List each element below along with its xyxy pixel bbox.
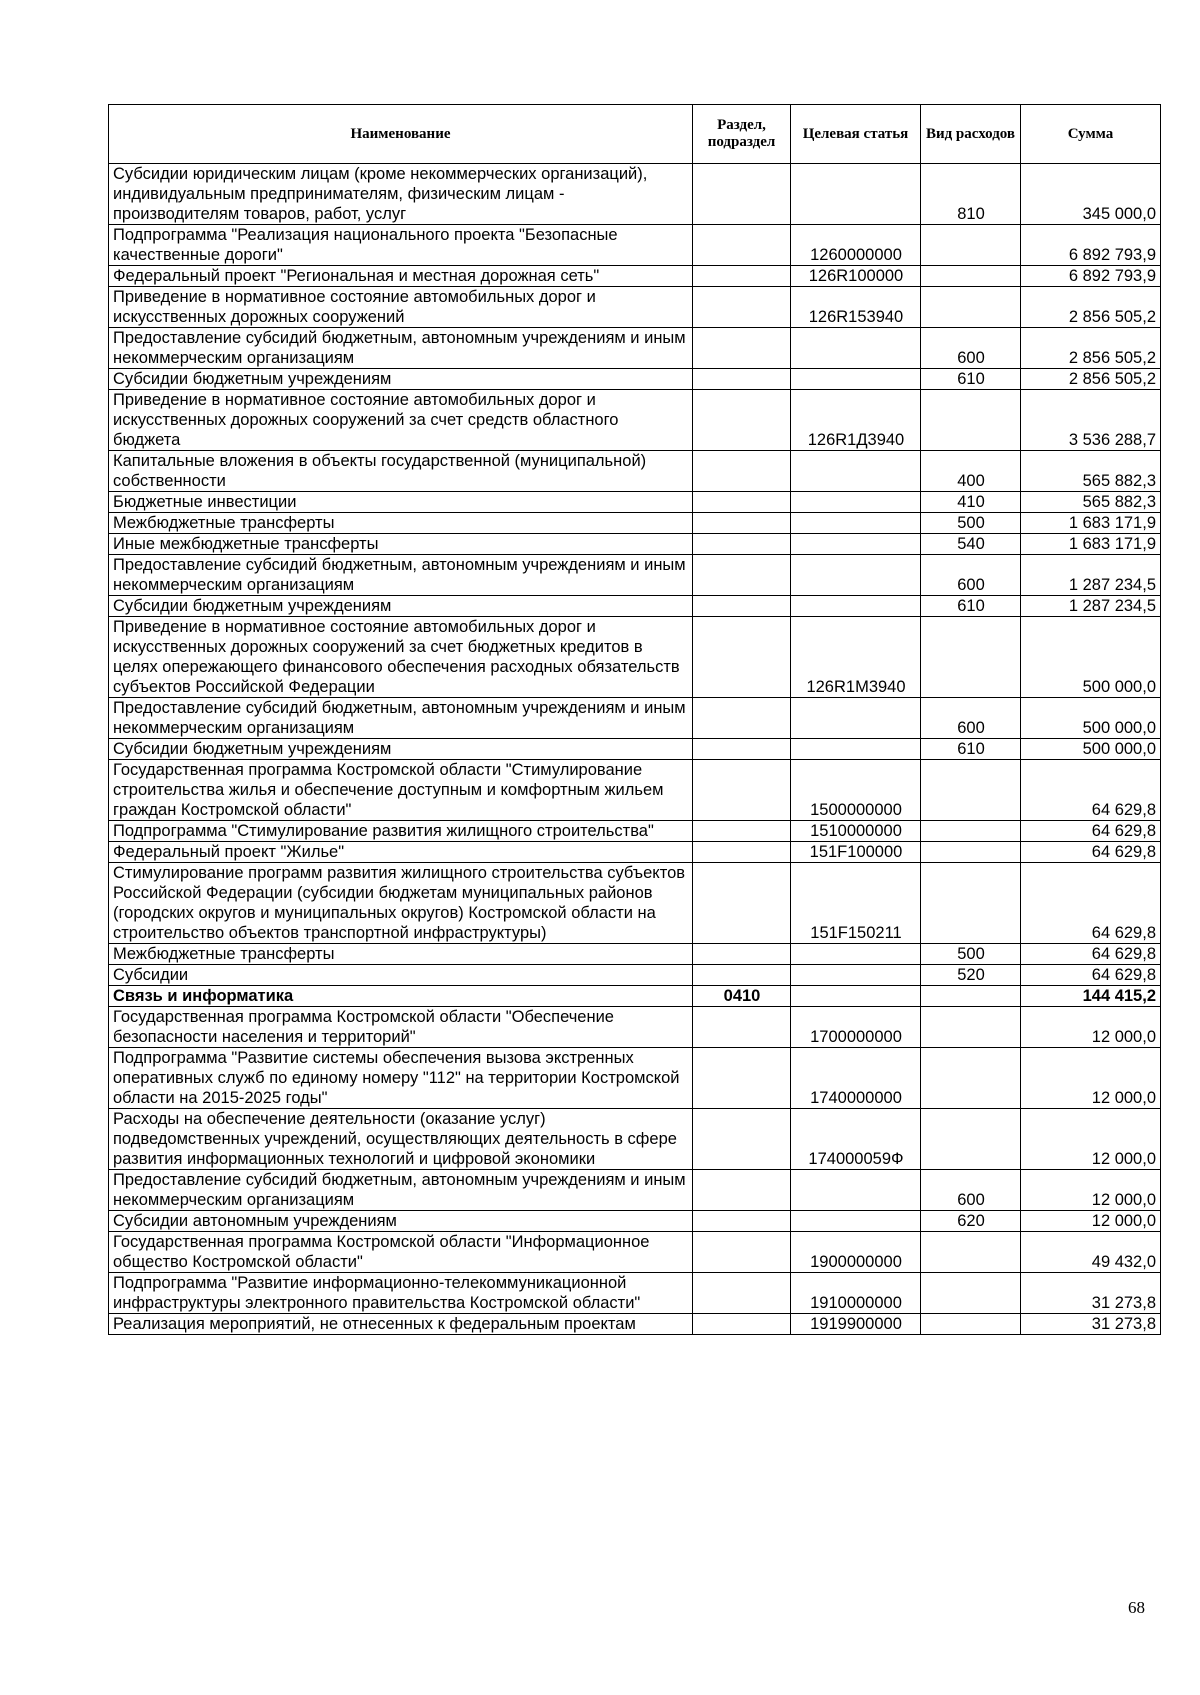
row-article-cell: 1740000000: [791, 1048, 921, 1109]
row-article-cell: [791, 369, 921, 390]
table-row: [109, 842, 1161, 863]
row-name-cell: Субсидии автономным учреждениям: [109, 1211, 693, 1232]
row-article-cell: 174000059Ф: [791, 1109, 921, 1170]
row-name-cell: Связь и информатика: [109, 986, 693, 1007]
row-amount-cell: 64 629,8: [1021, 760, 1161, 821]
row-section-cell: [693, 369, 791, 390]
row-name-cell: Подпрограмма "Развитие информационно-телекоммуникационной инфраструктуры электронного правительства Костромской области": [109, 1273, 693, 1314]
row-name-cell: Субсидии бюджетным учреждениям: [109, 596, 693, 617]
row-name-cell: Реализация мероприятий, не отнесенных к федеральным проектам: [109, 1314, 693, 1335]
table-row: [109, 1170, 1161, 1211]
row-article-cell: [791, 534, 921, 555]
budget-table-sheet: [108, 104, 1160, 1335]
row-name-cell: Федеральный проект "Региональная и местная дорожная сеть": [109, 266, 693, 287]
row-section-cell: [693, 1211, 791, 1232]
row-section-cell: [693, 492, 791, 513]
row-article-cell: [791, 451, 921, 492]
row-section-cell: [693, 863, 791, 944]
row-amount-cell: 1 683 171,9: [1021, 534, 1161, 555]
row-amount-cell: 2 856 505,2: [1021, 328, 1161, 369]
row-name-cell: Приведение в нормативное состояние автомобильных дорог и искусственных дорожных сооружений за счет средств областного бюджета: [109, 390, 693, 451]
row-article-cell: 1260000000: [791, 225, 921, 266]
row-amount-cell: 6 892 793,9: [1021, 266, 1161, 287]
table-row: [109, 369, 1161, 390]
row-section-cell: [693, 225, 791, 266]
table-row: [109, 266, 1161, 287]
row-name-cell: Государственная программа Костромской области "Стимулирование строительства жилья и обеспечение доступным и комфортным жильем граждан Костромской области": [109, 760, 693, 821]
header-amount: Сумма: [1021, 105, 1161, 164]
row-section-cell: [693, 698, 791, 739]
row-name-cell: Предоставление субсидий бюджетным, автономным учреждениям и иным некоммерческим организациям: [109, 555, 693, 596]
table-row: [109, 534, 1161, 555]
row-name-cell: Бюджетные инвестиции: [109, 492, 693, 513]
table-row: [109, 986, 1161, 1007]
row-section-cell: [693, 739, 791, 760]
row-amount-cell: 2 856 505,2: [1021, 287, 1161, 328]
row-name-cell: Иные межбюджетные трансферты: [109, 534, 693, 555]
row-article-cell: [791, 596, 921, 617]
table-body: [109, 164, 1161, 1335]
row-expense-type-cell: 600: [921, 555, 1021, 596]
row-name-cell: Межбюджетные трансферты: [109, 944, 693, 965]
row-section-cell: 0410: [693, 986, 791, 1007]
header-section: Раздел, подраздел: [693, 105, 791, 164]
row-expense-type-cell: [921, 1232, 1021, 1273]
row-name-cell: Расходы на обеспечение деятельности (оказание услуг) подведомственных учреждений, осуществляющих деятельность в сфере развития информационных технологий и цифровой экономики: [109, 1109, 693, 1170]
row-article-cell: 126R153940: [791, 287, 921, 328]
row-expense-type-cell: [921, 1273, 1021, 1314]
row-amount-cell: 31 273,8: [1021, 1314, 1161, 1335]
row-article-cell: [791, 739, 921, 760]
row-amount-cell: 1 287 234,5: [1021, 555, 1161, 596]
row-expense-type-cell: 610: [921, 369, 1021, 390]
row-section-cell: [693, 965, 791, 986]
table-row: [109, 1314, 1161, 1335]
row-amount-cell: 565 882,3: [1021, 451, 1161, 492]
row-section-cell: [693, 1170, 791, 1211]
table-row: [109, 1232, 1161, 1273]
row-article-cell: 1510000000: [791, 821, 921, 842]
row-section-cell: [693, 1232, 791, 1273]
table-row: [109, 225, 1161, 266]
row-section-cell: [693, 513, 791, 534]
row-expense-type-cell: 600: [921, 328, 1021, 369]
table-row: [109, 965, 1161, 986]
row-name-cell: Подпрограмма "Стимулирование развития жилищного строительства": [109, 821, 693, 842]
row-name-cell: Приведение в нормативное состояние автомобильных дорог и искусственных дорожных сооружений: [109, 287, 693, 328]
row-article-cell: 1919900000: [791, 1314, 921, 1335]
row-article-cell: 151F150211: [791, 863, 921, 944]
row-name-cell: Стимулирование программ развития жилищного строительства субъектов Российской Федерации (субсидии бюджетам муниципальных районов (городских округов и муниципальных округов) Костромской области на строительство объектов транспортной инфраструктуры): [109, 863, 693, 944]
row-expense-type-cell: 620: [921, 1211, 1021, 1232]
row-amount-cell: 64 629,8: [1021, 842, 1161, 863]
row-article-cell: [791, 944, 921, 965]
row-section-cell: [693, 617, 791, 698]
header-name: Наименование: [109, 105, 693, 164]
table-row: [109, 164, 1161, 225]
row-expense-type-cell: [921, 986, 1021, 1007]
row-expense-type-cell: 500: [921, 513, 1021, 534]
row-amount-cell: 64 629,8: [1021, 863, 1161, 944]
row-amount-cell: 2 856 505,2: [1021, 369, 1161, 390]
row-expense-type-cell: 540: [921, 534, 1021, 555]
budget-table: [108, 104, 1161, 1335]
row-name-cell: Субсидии бюджетным учреждениям: [109, 739, 693, 760]
row-expense-type-cell: [921, 225, 1021, 266]
row-name-cell: Государственная программа Костромской области "Обеспечение безопасности населения и территорий": [109, 1007, 693, 1048]
row-article-cell: 126R1Д3940: [791, 390, 921, 451]
row-expense-type-cell: 610: [921, 596, 1021, 617]
row-expense-type-cell: [921, 617, 1021, 698]
row-amount-cell: 3 536 288,7: [1021, 390, 1161, 451]
row-article-cell: 126R1М3940: [791, 617, 921, 698]
row-expense-type-cell: [921, 287, 1021, 328]
row-section-cell: [693, 1007, 791, 1048]
row-section-cell: [693, 596, 791, 617]
row-section-cell: [693, 390, 791, 451]
row-article-cell: [791, 1170, 921, 1211]
row-name-cell: Субсидии бюджетным учреждениям: [109, 369, 693, 390]
row-expense-type-cell: [921, 863, 1021, 944]
table-row: [109, 451, 1161, 492]
table-row: [109, 390, 1161, 451]
row-section-cell: [693, 1048, 791, 1109]
row-expense-type-cell: 600: [921, 698, 1021, 739]
row-section-cell: [693, 266, 791, 287]
row-section-cell: [693, 534, 791, 555]
row-expense-type-cell: [921, 760, 1021, 821]
row-section-cell: [693, 451, 791, 492]
row-article-cell: 1910000000: [791, 1273, 921, 1314]
row-section-cell: [693, 1109, 791, 1170]
row-amount-cell: 500 000,0: [1021, 698, 1161, 739]
table-row: [109, 492, 1161, 513]
table-row: [109, 944, 1161, 965]
row-article-cell: [791, 328, 921, 369]
row-expense-type-cell: [921, 1109, 1021, 1170]
row-article-cell: [791, 986, 921, 1007]
row-amount-cell: 64 629,8: [1021, 944, 1161, 965]
row-article-cell: 1900000000: [791, 1232, 921, 1273]
row-amount-cell: 12 000,0: [1021, 1170, 1161, 1211]
row-expense-type-cell: 520: [921, 965, 1021, 986]
row-article-cell: [791, 555, 921, 596]
row-amount-cell: 64 629,8: [1021, 821, 1161, 842]
row-expense-type-cell: 500: [921, 944, 1021, 965]
table-row: [109, 863, 1161, 944]
row-article-cell: [791, 965, 921, 986]
row-name-cell: Предоставление субсидий бюджетным, автономным учреждениям и иным некоммерческим организациям: [109, 1170, 693, 1211]
row-amount-cell: 500 000,0: [1021, 739, 1161, 760]
row-article-cell: [791, 1211, 921, 1232]
table-row: [109, 596, 1161, 617]
row-article-cell: 126R100000: [791, 266, 921, 287]
row-name-cell: Государственная программа Костромской области "Информационное общество Костромской области": [109, 1232, 693, 1273]
table-row: [109, 617, 1161, 698]
row-expense-type-cell: [921, 266, 1021, 287]
row-amount-cell: 12 000,0: [1021, 1109, 1161, 1170]
row-article-cell: [791, 513, 921, 534]
row-amount-cell: 12 000,0: [1021, 1007, 1161, 1048]
row-expense-type-cell: [921, 390, 1021, 451]
row-name-cell: Подпрограмма "Реализация национального проекта "Безопасные качественные дороги": [109, 225, 693, 266]
row-section-cell: [693, 760, 791, 821]
row-amount-cell: 49 432,0: [1021, 1232, 1161, 1273]
table-row: [109, 698, 1161, 739]
table-row: [109, 1273, 1161, 1314]
row-article-cell: [791, 698, 921, 739]
row-amount-cell: 12 000,0: [1021, 1048, 1161, 1109]
table-row: [109, 513, 1161, 534]
row-expense-type-cell: 400: [921, 451, 1021, 492]
row-section-cell: [693, 944, 791, 965]
row-expense-type-cell: [921, 842, 1021, 863]
row-expense-type-cell: 410: [921, 492, 1021, 513]
row-amount-cell: 1 683 171,9: [1021, 513, 1161, 534]
header-expense-type: Вид расходов: [921, 105, 1021, 164]
row-name-cell: Подпрограмма "Развитие системы обеспечения вызова экстренных оперативных служб по единому номеру "112" на территории Костромской области на 2015-2025 годы": [109, 1048, 693, 1109]
table-row: [109, 328, 1161, 369]
row-amount-cell: 144 415,2: [1021, 986, 1161, 1007]
header-article: Целевая статья: [791, 105, 921, 164]
row-name-cell: Приведение в нормативное состояние автомобильных дорог и искусственных дорожных сооружений за счет бюджетных кредитов в целях опережающего финансового обеспечения расходных обязательств субъектов Российской Федерации: [109, 617, 693, 698]
table-row: [109, 555, 1161, 596]
row-amount-cell: 500 000,0: [1021, 617, 1161, 698]
table-row: [109, 1048, 1161, 1109]
row-section-cell: [693, 555, 791, 596]
table-row: [109, 1007, 1161, 1048]
row-name-cell: Межбюджетные трансферты: [109, 513, 693, 534]
page-number: 68: [1128, 1598, 1145, 1617]
row-expense-type-cell: [921, 1007, 1021, 1048]
row-section-cell: [693, 328, 791, 369]
row-amount-cell: 31 273,8: [1021, 1273, 1161, 1314]
table-row: [109, 739, 1161, 760]
row-article-cell: 1500000000: [791, 760, 921, 821]
row-expense-type-cell: [921, 821, 1021, 842]
row-section-cell: [693, 287, 791, 328]
row-amount-cell: 6 892 793,9: [1021, 225, 1161, 266]
table-header-row: [109, 105, 1161, 164]
row-section-cell: [693, 1314, 791, 1335]
row-amount-cell: 12 000,0: [1021, 1211, 1161, 1232]
row-amount-cell: 64 629,8: [1021, 965, 1161, 986]
row-article-cell: 151F100000: [791, 842, 921, 863]
row-amount-cell: 565 882,3: [1021, 492, 1161, 513]
row-article-cell: [791, 164, 921, 225]
row-section-cell: [693, 842, 791, 863]
table-row: [109, 1109, 1161, 1170]
table-row: [109, 821, 1161, 842]
row-amount-cell: 345 000,0: [1021, 164, 1161, 225]
row-amount-cell: 1 287 234,5: [1021, 596, 1161, 617]
row-section-cell: [693, 164, 791, 225]
row-name-cell: Предоставление субсидий бюджетным, автономным учреждениям и иным некоммерческим организациям: [109, 328, 693, 369]
row-section-cell: [693, 821, 791, 842]
row-expense-type-cell: [921, 1048, 1021, 1109]
row-name-cell: Субсидии: [109, 965, 693, 986]
row-name-cell: Капитальные вложения в объекты государственной (муниципальной) собственности: [109, 451, 693, 492]
row-expense-type-cell: 600: [921, 1170, 1021, 1211]
row-name-cell: Федеральный проект "Жилье": [109, 842, 693, 863]
table-row: [109, 287, 1161, 328]
row-name-cell: Предоставление субсидий бюджетным, автономным учреждениям и иным некоммерческим организациям: [109, 698, 693, 739]
table-row: [109, 1211, 1161, 1232]
table-row: [109, 760, 1161, 821]
row-article-cell: [791, 492, 921, 513]
row-expense-type-cell: 610: [921, 739, 1021, 760]
row-section-cell: [693, 1273, 791, 1314]
row-expense-type-cell: [921, 1314, 1021, 1335]
row-expense-type-cell: 810: [921, 164, 1021, 225]
row-article-cell: 1700000000: [791, 1007, 921, 1048]
row-name-cell: Субсидии юридическим лицам (кроме некоммерческих организаций), индивидуальным предпринимателям, физическим лицам - производителям товаров, работ, услуг: [109, 164, 693, 225]
